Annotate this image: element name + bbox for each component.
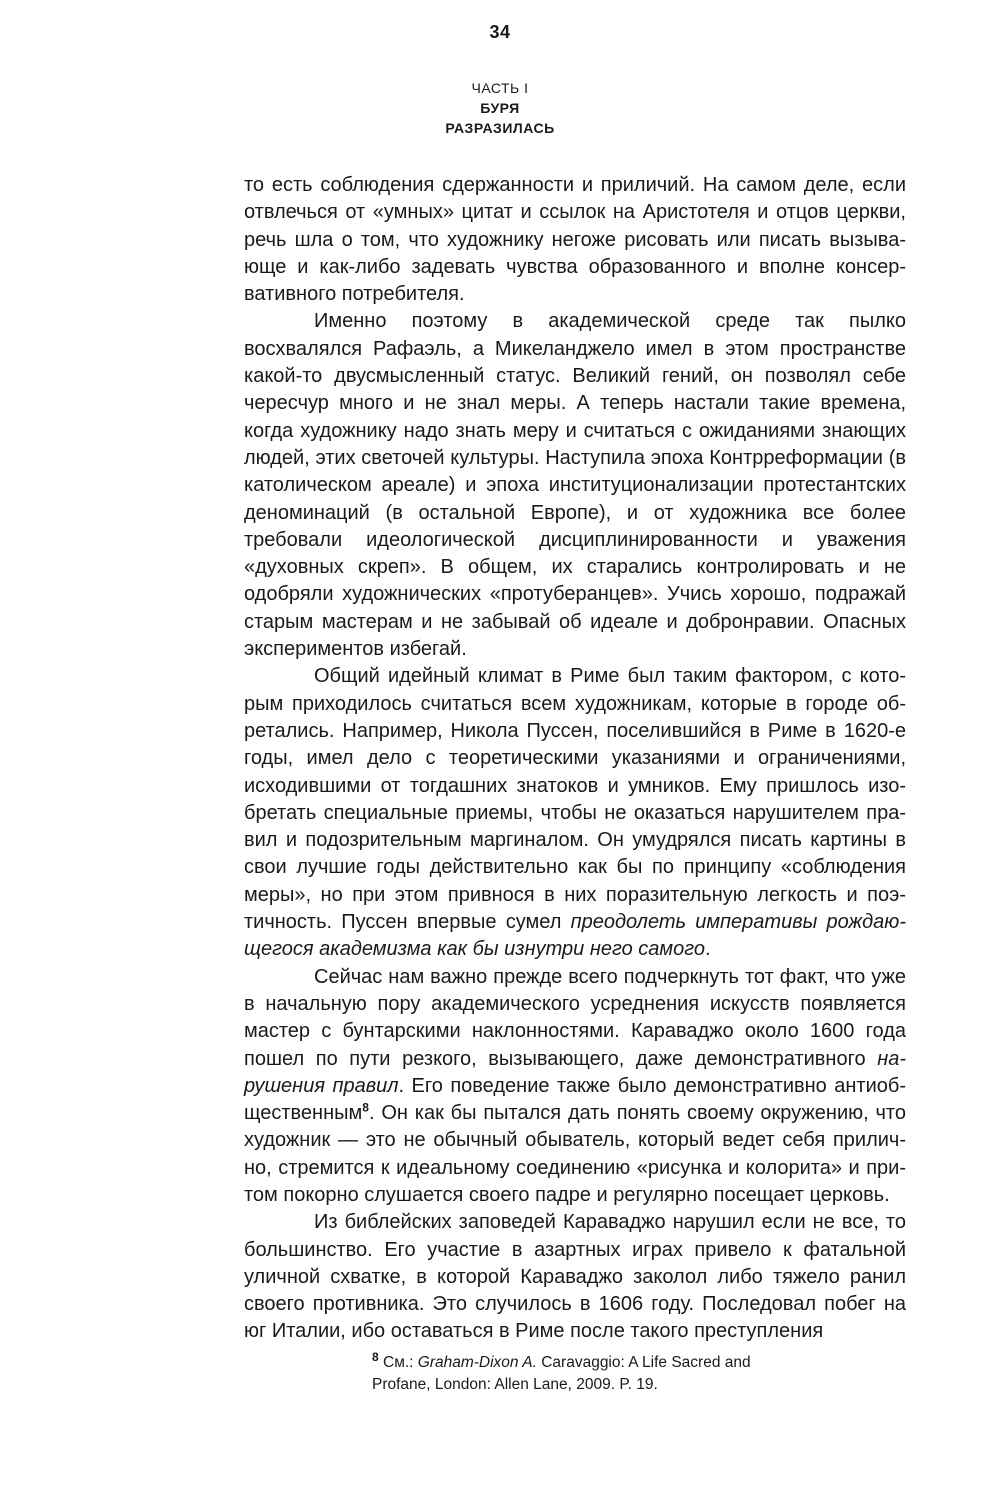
footnote-reference: 8 — [362, 1100, 369, 1115]
body-text — [244, 172, 906, 1346]
paragraph-text: . Его поведение также было демонстративно антиобщественным — [244, 1074, 906, 1125]
footnote-citation: Caravaggio: A Life Sacred and Profane, London: Allen Lane, 2009. P. 19. — [372, 1354, 751, 1393]
paragraph-text: Сейчас нам важно прежде всего подчеркнуть тот факт, что уже в начальную пору академического усреднения искусств появляется мастер с бунтарскими наклонностями. Караваджо около 1600 года пошел по пути резкого, вызывающего, даже демонстративного — [244, 965, 906, 1070]
paragraph-text: то есть соблюдения сдержанности и приличий. На самом деле, если отвлечься от «умных» цитат и ссылок на Аристотеля и отцов церкви, речь шла о том, что художнику негоже рисовать или писать вызывающе и как-либо задевать чувства образованного и вполне консервативного потребителя. — [244, 174, 906, 306]
paragraph — [244, 1209, 906, 1345]
paragraph-text: . Он как бы пытался дать понять своему окружению, что художник — это не обычный обыватель, который ведет себя прилично, стремится к идеальному соединению «рисунка и колорита» и притом покорно слушается своего падре и регулярно посещает церковь. — [244, 1102, 906, 1206]
running-head — [0, 78, 1000, 138]
page-number: 34 — [489, 22, 511, 42]
part-title-line-1: БУРЯ — [480, 100, 520, 116]
part-title-line-2: РАЗРАЗИЛАСЬ — [445, 120, 555, 136]
paragraph — [244, 964, 906, 1210]
footnote-author: Graham-Dixon A. — [417, 1354, 537, 1371]
emphasis-text: преодолеть императивы рождающегося академизма как бы изнутри него самого — [244, 911, 906, 961]
paragraph — [244, 172, 906, 308]
paragraph-text: Общий идейный климат в Риме был таким фактором, с которым приходилось считаться всем художникам, которые в городе обретались. Например, Никола Пуссен, поселившийся в Риме в 1620-е годы, имел дело с теоретическими указаниями и ограничениями, исходившими от тогдашних знатоков и умников. Ему пришлось изобретать специальные приемы, чтобы не оказаться нарушителем правил и подозрительным маргиналом. Он умудрялся писать картины в свои лучшие годы действительно как бы по принципу «соблюдения меры», но при этом привнося в них поразительную легкость и поэтичность. Пуссен впервые сумел — [244, 665, 906, 934]
paragraph-text: Из библейских заповедей Караваджо нарушил если не все, то большинство. Его участие в азартных играх привело к фатальной уличной схватке, в которой Караваджо заколол либо тяжело ранил своего противника. Это случилось в 1606 году. Последовал побег на юг Италии, ибо оставаться в Риме после такого преступления — [244, 1211, 906, 1343]
paragraph-text: . — [705, 938, 711, 961]
paragraph-text: Именно поэтому в академической среде так пылко восхвалялся Рафаэль, а Микеланджело имел в этом пространстве какой-то двусмысленный статус. Великий гений, он позволял себе чересчур много и не знал меры. А теперь настали такие времена, когда художнику надо знать меру и считаться с ожиданиями знающих людей, этих светочей культуры. Наступила эпоха Контрреформации (в католическом ареале) и эпоха институционализации протестантских деноминаций (в остальной Европе), и от художника все более требовали идеологической дисциплинированности и уважения «духовных скреп». В общем, их старались контролировать и не одобряли художнических «протуберанцев». Учись хорошо, подражай старым мастерам и не забывай об идеале и добронравии. Опасных экспериментов избегай. — [244, 310, 906, 661]
part-label: ЧАСТЬ I — [471, 80, 529, 96]
footnote — [372, 1349, 792, 1396]
footnote-prefix: См.: — [378, 1354, 418, 1371]
footnote-number: 8 — [372, 1349, 379, 1364]
emphasis-text: нарушения правил — [244, 1047, 906, 1097]
paragraph — [244, 663, 906, 963]
paragraph — [244, 308, 906, 663]
